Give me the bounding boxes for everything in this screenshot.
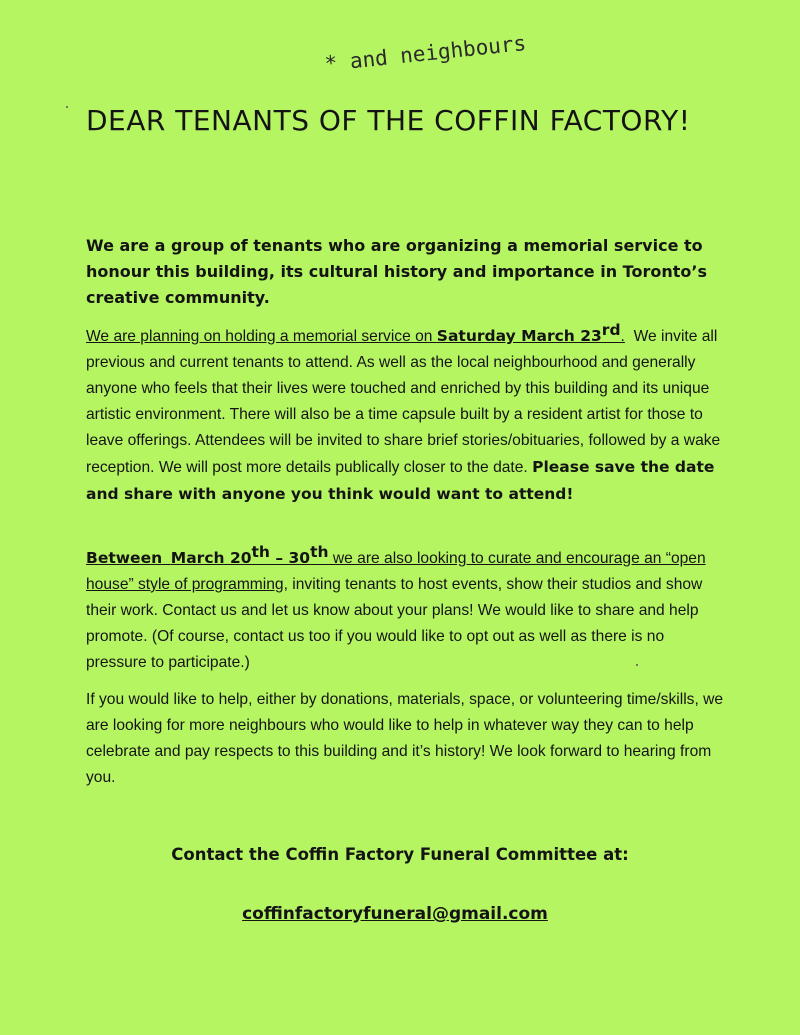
contact-email: coffinfactoryfuneral@gmail.com	[242, 904, 548, 924]
flyer-title: DEAR TENANTS OF THE COFFIN FACTORY!	[86, 104, 691, 137]
memorial-date: Saturday March 23	[436, 327, 602, 345]
memorial-paragraph	[86, 320, 726, 508]
handwritten-note: * and neighbours	[323, 30, 528, 76]
contact-heading: Contact the Coffin Factory Funeral Committee at:	[171, 845, 629, 864]
help-paragraph: If you would like to help, either by donations, materials, space, or volunteering time/skills, we are looking for more neighbours who would like to help in whatever way they can to help celebrate and pay respects to this building and it’s history! We look forward to hearing from you.	[86, 691, 724, 786]
intro-paragraph: We are a group of tenants who are organizing a memorial service to honour this building, its cultural history and importance in Toronto’s creative community.	[86, 236, 707, 307]
memorial-lead: We are planning on holding a memorial service on Saturday March 23rd.	[86, 320, 625, 345]
open-house-body: , inviting tenants to host events, show their studios and show their work. Contact us and let us know about your plans! We would like to share and help promote. (Of course, contact us too if you would like to opt out as well as there is no pressure to participate.)	[86, 576, 703, 671]
paper-speck	[66, 106, 68, 108]
open-house-paragraph	[86, 542, 726, 676]
memorial-body: We invite all previous and current tenants to attend. As well as the local neighbourhood and generally anyone who feels that their lives were touched and enriched by this building and its unique artistic environment. There will also be a time capsule built by a resident artist for those to leave offerings. Attendees will be invited to share brief stories/obituaries, followed by a wake reception. We will post more details publically closer to the date.	[86, 328, 721, 476]
open-house-lead: Between March 20th – 30th we are also looking to curate and encourage an “open house” style of programming	[86, 542, 706, 593]
paper-speck	[636, 664, 638, 666]
save-date-callout: Please save the date and share with anyone you think would want to attend!	[86, 458, 715, 503]
